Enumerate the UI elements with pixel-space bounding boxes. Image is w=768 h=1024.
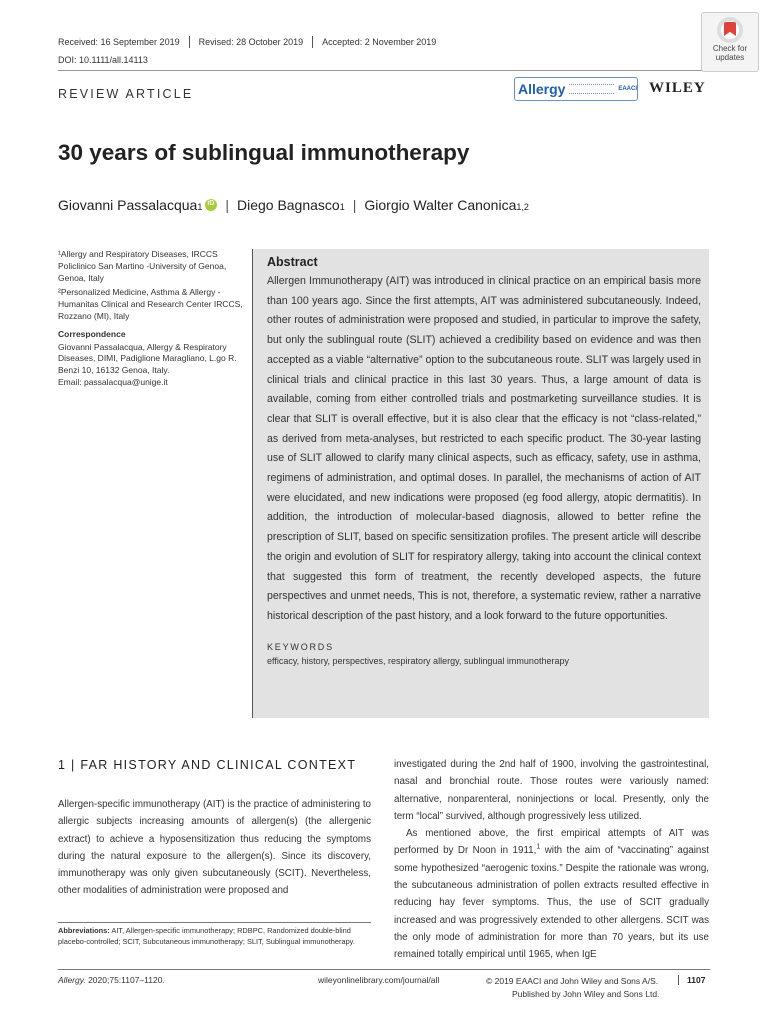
right-column xyxy=(394,756,709,964)
left-column xyxy=(58,758,371,900)
publisher-line: Published by John Wiley and Sons Ltd. xyxy=(512,989,660,999)
correspondence-label: Correspondence xyxy=(58,328,126,339)
affiliation-2: ²Personalized Medicine, Asthma & Allergy - Humanitas Clinical and Research Center IRCCS, Rozzano (MI), Italy xyxy=(58,287,243,321)
received-date: Received: 16 September 2019 xyxy=(58,37,180,47)
author-list xyxy=(58,197,529,213)
paragraph-text: with the aim of “vaccinating” against some hypothesized “aerogenic toxins.” Despite the rationale was wrong, the subcutaneous administration of pollen extracts resulted effective in reducing hay fever symptoms. Thus, the use of SCIT gradually increased and was progressively extended to other allergens. SCIT was the only mode of administration for more than 70 years, but its use remained totally empirical until 1965, when IgE xyxy=(394,845,710,961)
citation-journal: Allergy. xyxy=(58,975,86,985)
author-name[interactable]: Diego Bagnasco xyxy=(236,197,340,213)
check-updates-line2: updates xyxy=(715,53,745,62)
revised-date: Revised: 28 October 2019 xyxy=(189,36,313,48)
header-divider xyxy=(58,70,710,71)
affiliation-1: ¹Allergy and Respiratory Diseases, IRCCS Policlinico San Martino -University of Genoa, Genoa, Italy xyxy=(58,249,227,283)
reference-link[interactable]: 1 xyxy=(536,844,541,852)
correspondence-email[interactable]: Email: passalacqua@unige.it xyxy=(58,376,168,387)
citation xyxy=(58,975,165,985)
eaaci-logo: EAACI xyxy=(618,86,637,92)
abbreviations-text: AIT, Allergen-specific immunotherapy; RDBPC, Randomized double-blind placebo-controlled; SCIT, Subcutaneous immunotherapy; SLIT, Sublingual immunotherapy. xyxy=(58,926,355,946)
journal-url[interactable]: wileyonlinelibrary.com/journal/all xyxy=(318,975,440,985)
correspondence-address: Giovanni Passalacqua, Allergy & Respiratory Diseases, DIMI, Padiglione Maragliano, L.go R. Benzi 10, 16132 Genoa, Italy. xyxy=(58,341,237,376)
affiliations-panel xyxy=(58,249,246,392)
section-paragraph xyxy=(394,825,709,963)
copyright-line: © 2019 EAACI and John Wiley and Sons A/S. xyxy=(486,976,659,986)
footer-divider xyxy=(58,969,710,970)
abbreviations-label: Abbreviations: xyxy=(58,926,110,935)
orcid-icon[interactable] xyxy=(205,199,217,211)
section-heading: 1 | FAR HISTORY AND CLINICAL CONTEXT xyxy=(58,758,357,772)
copyright-block xyxy=(486,975,659,1001)
publisher-logo: WILEY xyxy=(649,80,706,96)
bookmark-icon xyxy=(717,17,743,43)
keywords-heading: KEYWORDS xyxy=(267,641,334,652)
author-name[interactable]: Giorgio Walter Canonica xyxy=(364,197,517,213)
doi[interactable]: DOI: 10.1111/all.14113 xyxy=(58,55,148,65)
paragraph-text: As mentioned above, the first empirical attempts of AIT was performed by Dr Noon in 1911, xyxy=(394,828,709,857)
author-affiliation-ref: 1,2 xyxy=(516,202,529,212)
abbreviations-footnote xyxy=(58,922,371,947)
check-for-updates-button[interactable] xyxy=(701,12,759,72)
article-title: 30 years of sublingual immunotherapy xyxy=(58,140,470,165)
page-number: 1107 xyxy=(678,975,705,985)
article-type: REVIEW ARTICLE xyxy=(58,87,194,101)
accepted-date: Accepted: 2 November 2019 xyxy=(312,36,445,48)
section-paragraph: investigated during the 2nd half of 1900, involving the gastrointestinal, nasal and bronchial route. Those routes were variously named: alternative, nonparenteral, noninjections or local. Presently, only the term “local” survived, although progressively less utilized. xyxy=(394,759,709,822)
journal-logo-tagline xyxy=(569,84,614,94)
author-affiliation-ref: 1 xyxy=(339,202,345,212)
article-dates xyxy=(58,36,445,48)
author-name[interactable]: Giovanni Passalacqua xyxy=(58,197,198,213)
author-affiliation-ref: 1 xyxy=(197,202,203,212)
keywords-list: efficacy, history, perspectives, respiratory allergy, sublingual immunotherapy xyxy=(267,655,569,666)
abstract-text: Allergen Immunotherapy (AIT) was introduced in clinical practice on an empirical basis more than 100 years ago. Since the first attempts, AIT was administered subcutaneously. Indeed, other routes of administration were proposed and studied, in particular to improve the safety, but only the sublingual route (SLIT) achieved a credibility based on evidence and was then accepted as a viable “alternative” option to the subcutaneous route. SLIT was largely used in clinical trials and clinical practice in this last 30 years. Thus, a large amount of data is available, coming from either controlled trials and postmarketing surveillance studies. It is clear that SLIT is overall effective, but it is also clear that the efficacy is not “class-related,” as derived from meta-analyses, but restricted to each specific product. The 30-year lasting use of SLIT allowed to clarify many clinical aspects, such as efficacy, safety, use in asthma, regimens of administration, and optimal doses. In parallel, the mechanisms of action of AIT were elucidated, and new indications were proposed (eg food allergy, atopic dermatitis). In addition, the introduction of molecular-based diagnosis, allowed to better refine the prescription of SLIT, based on specific sensitization profiles. The present article will describe the origin and evolution of SLIT for respiratory allergy, taking into account the clinical context that suggested this form of treatment, the recently developed aspects, the future perspectives and unmet needs, This is not, therefore, a systematic review, rather a narrative historical description of the past history, and a look forward to the future opportunities. xyxy=(267,275,701,622)
author-separator: | xyxy=(352,197,357,213)
author-separator: | xyxy=(225,197,229,213)
abstract-heading: Abstract xyxy=(267,255,318,269)
journal-logo-word: Allergy xyxy=(518,81,566,97)
journal-logo xyxy=(514,77,638,101)
abstract-box xyxy=(252,249,709,718)
section-paragraph: Allergen-specific immunotherapy (AIT) is the practice of administering to allergic subjects increasing amounts of allergen(s) (the allergenic extract) to achieve a hyposensitization thus reducing the symptoms during the natural exposure to the allergen(s). Since its discovery, immunotherapy was only given subcutaneously (SCIT). Nevertheless, other modalities of administration were proposed and xyxy=(58,799,371,897)
check-updates-line1: Check for xyxy=(712,44,748,53)
citation-details: 2020;75:1107–1120. xyxy=(85,975,165,985)
